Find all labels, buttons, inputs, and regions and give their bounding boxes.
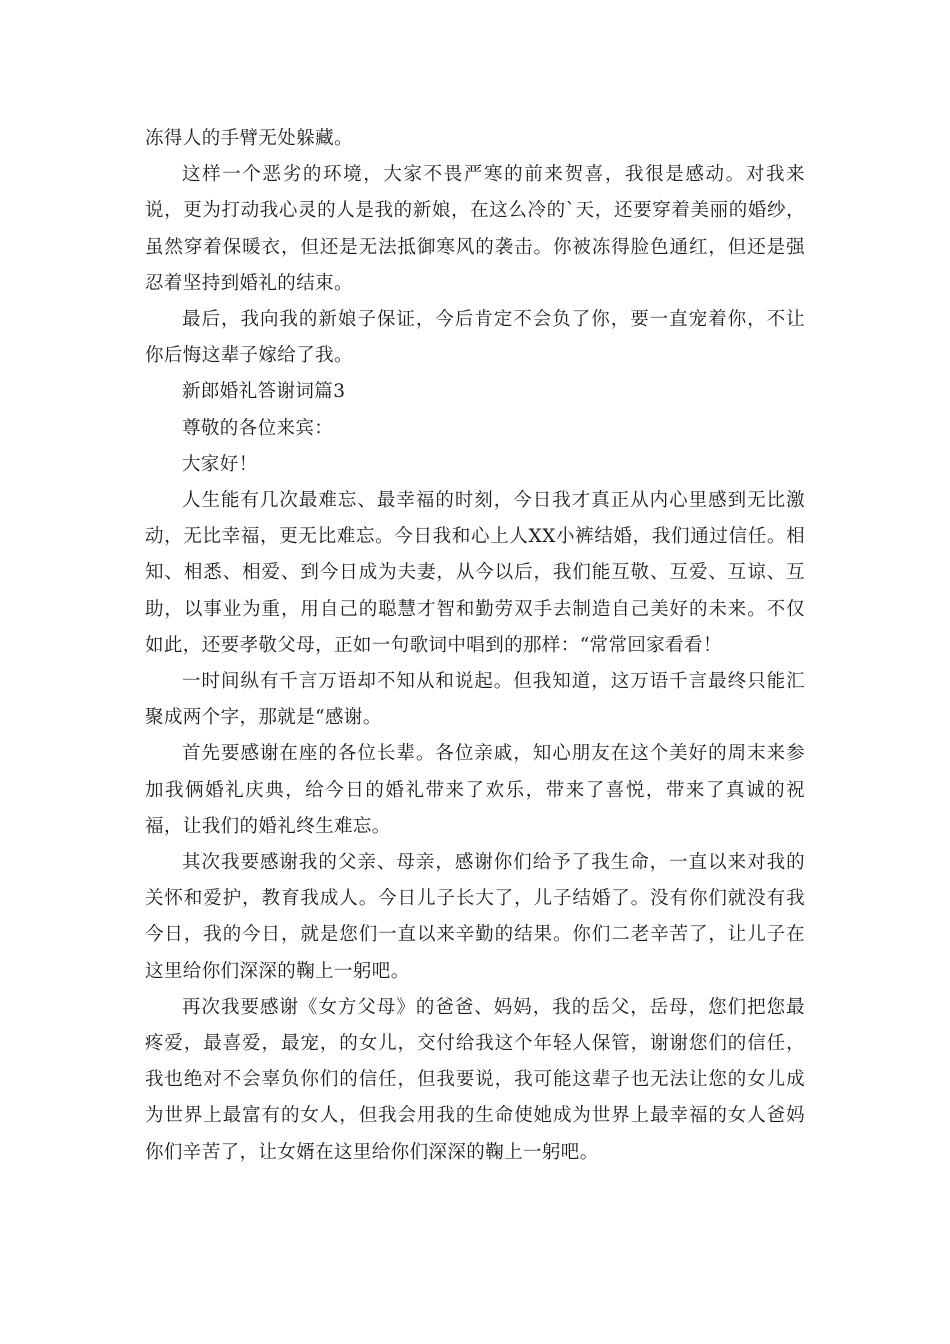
paragraph-continuation: 冻得人的手臂无处躲藏。 <box>145 128 353 149</box>
salutation: 尊敬的各位来宾： <box>182 417 334 439</box>
greeting: 大家好！ <box>182 453 258 475</box>
paragraph-environment: 这样一个恶劣的环境，大家不畏严寒的前来贺喜，我很是感动。对我来说，更为打动我心灵的人是我的新娘，在这么冷的`天，还要穿着美丽的婚纱，虽然穿着保暖衣，但还是无法抵御寒风的袭击。你被冻得脸色通红，但还是强忍着坚持到婚礼的结束。 <box>145 164 805 294</box>
paragraph-promise: 最后，我向我的新娘子保证，今后肯定不会负了你，要一直宠着你，不让你后悔这辈子嫁给了我。 <box>145 309 805 367</box>
paragraph-thanks-parents: 其次我要感谢我的父亲、母亲，感谢你们给予了我生命，一直以来对我的关怀和爱护，教育我成人。今日儿子长大了，儿子结婚了。没有你们就没有我今日，我的今日，就是您们一直以来辛勤的结果。你们二老辛苦了，让儿子在这里给你们深深的鞠上一躬吧。 <box>145 852 805 982</box>
paragraph-thanks-elders: 首先要感谢在座的各位长辈。各位亲戚，知心朋友在这个美好的周末来参加我俩婚礼庆典，给今日的婚礼带来了欢乐，带来了喜悦，带来了真诚的祝福，让我们的婚礼终生难忘。 <box>145 743 805 837</box>
section-heading: 新郎婚礼答谢词篇3 <box>182 381 346 403</box>
paragraph-gratitude: 一时间纵有千言万语却不知从和说起。但我知道，这万语千言最终只能汇聚成两个字，那就是“感谢。 <box>145 671 805 729</box>
paragraph-happiness: 人生能有几次最难忘、最幸福的时刻，今日我才真正从内心里感到无比激动，无比幸福，更无比难忘。今日我和心上人XX小裤结婚，我们通过信任。相知、相悉、相爱、到今日成为夫妻，从今以后，我们能互敬、互爱、互谅、互助，以事业为重，用自己的聪慧才智和勤劳双手去制造自己美好的未来。不仅如此，还要孝敬父母，正如一句歌词中唱到的那样：“常常回家看看！ <box>145 490 805 656</box>
document-body <box>145 121 805 1171</box>
paragraph-thanks-in-laws: 再次我要感谢《女方父母》的爸爸、妈妈，我的岳父，岳母，您们把您最疼爱，最喜爱，最宠，的女儿，交付给我这个年轻人保管，谢谢您们的信任，我也绝对不会辜负你们的信任，但我要说，我可能这辈子也无法让您的女儿成为世界上最富有的女人，但我会用我的生命使她成为世界上最幸福的女人爸妈你们辛苦了，让女婿在这里给你们深深的鞠上一躬吧。 <box>145 996 805 1163</box>
